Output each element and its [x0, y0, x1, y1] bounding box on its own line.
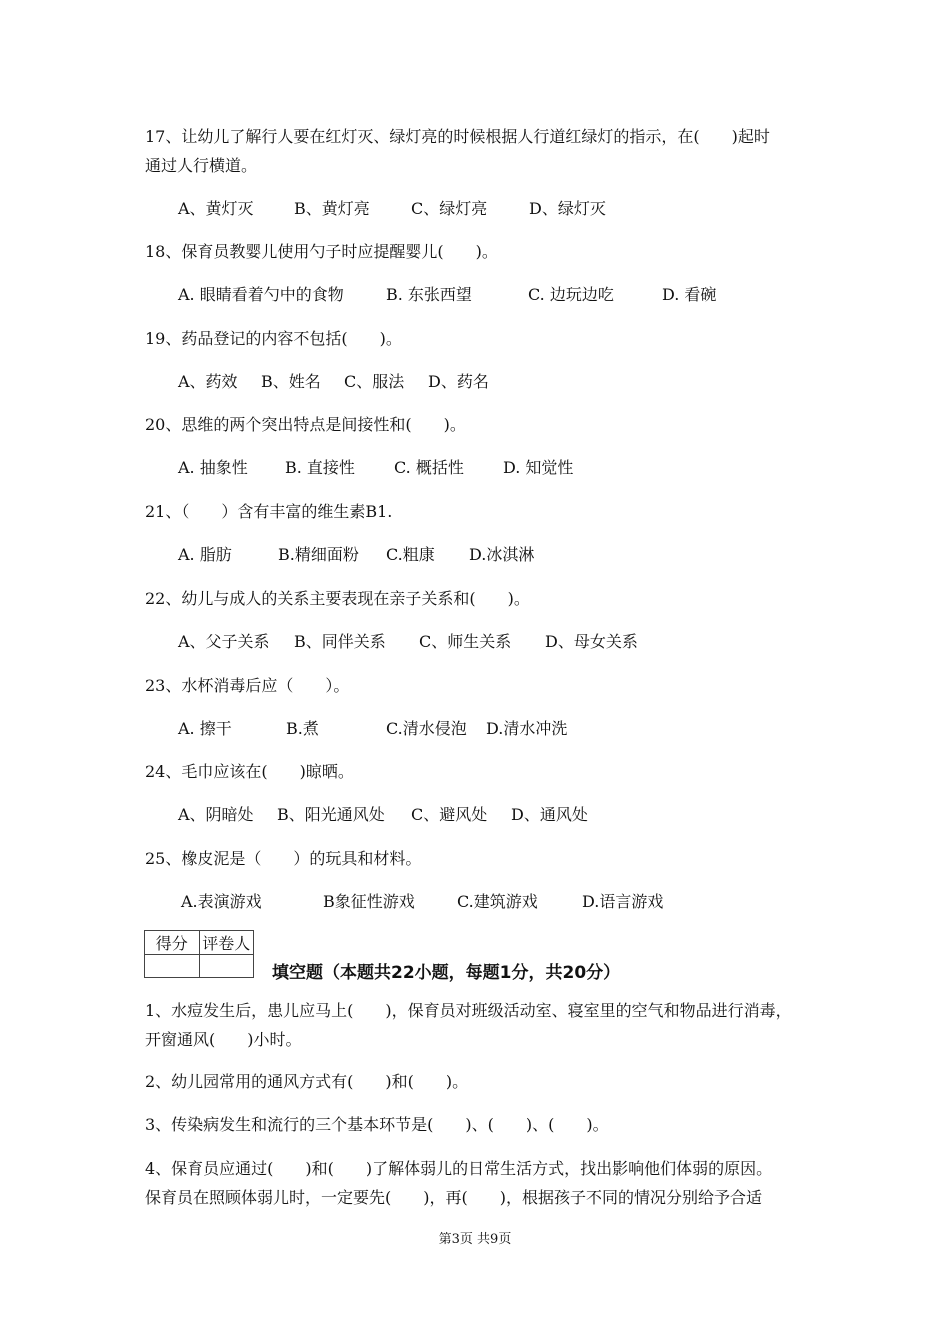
option-b: B、姓名: [261, 372, 321, 391]
option-b: B、同伴关系: [294, 632, 386, 651]
grader-cell: [199, 955, 254, 978]
option-a: A、父子关系: [178, 632, 270, 651]
fill-1-line-2: 开窗通风( )小时。: [145, 1030, 302, 1049]
option-b: B. 东张西望: [386, 285, 472, 304]
fill-2: 2、幼儿园常用的通风方式有( )和( )。: [145, 1072, 469, 1091]
fill-4-line-1: 4、保育员应通过( )和( )了解体弱儿的日常生活方式，找出影响他们体弱的原因。: [145, 1159, 773, 1178]
fill-1-line-1: 1、水痘发生后，患儿应马上( )，保育员对班级活动室、寝室里的空气和物品进行消毒，: [145, 1001, 792, 1020]
option-a: A.表演游戏: [181, 892, 262, 911]
option-b: B象征性游戏: [323, 892, 415, 911]
question-23: 23、水杯消毒后应（ ）。: [145, 676, 350, 695]
option-d: D.冰淇淋: [469, 545, 535, 564]
question-20: 20、思维的两个突出特点是间接性和( )。: [145, 415, 466, 434]
question-18: 18、保育员教婴儿使用勺子时应提醒婴儿( )。: [145, 242, 498, 261]
option-c: C、服法: [344, 372, 405, 391]
option-b: B.煮: [286, 719, 319, 738]
option-a: A、黄灯灭: [178, 199, 254, 218]
option-b: B.精细面粉: [278, 545, 359, 564]
option-c: C.清水侵泡: [386, 719, 467, 738]
option-d: D、母女关系: [545, 632, 638, 651]
question-21: 21、（ ）含有丰富的维生素B1.: [145, 502, 393, 521]
score-box: [144, 930, 254, 978]
grader-label: 评卷人: [199, 931, 254, 955]
option-c: C、避风处: [411, 805, 488, 824]
option-a: A、阴暗处: [178, 805, 254, 824]
question-17-line-1: 17、让幼儿了解行人要在红灯灭、绿灯亮的时候根据人行道红绿灯的指示，在( )起时: [145, 127, 770, 146]
option-b: B、黄灯亮: [294, 199, 370, 218]
option-a: A、药效: [178, 372, 238, 391]
option-c: C.建筑游戏: [457, 892, 538, 911]
option-c: C. 概括性: [394, 458, 464, 477]
option-a: A. 擦干: [178, 719, 232, 738]
score-label: 得分: [145, 931, 200, 955]
option-d: D.语言游戏: [582, 892, 664, 911]
question-25: 25、橡皮泥是（ ）的玩具和材料。: [145, 849, 422, 868]
option-d: D.清水冲洗: [486, 719, 568, 738]
option-b: B. 直接性: [285, 458, 355, 477]
option-c: C、绿灯亮: [411, 199, 488, 218]
option-a: A. 眼睛看着勺中的食物: [178, 285, 344, 304]
fill-3: 3、传染病发生和流行的三个基本环节是( )、( )、( )。: [145, 1115, 609, 1134]
question-24: 24、毛巾应该在( )晾晒。: [145, 762, 354, 781]
fill-4-line-2: 保育员在照顾体弱儿时，一定要先( )，再( )，根据孩子不同的情况分别给予合适: [145, 1188, 762, 1207]
option-d: D、通风处: [511, 805, 588, 824]
option-d: D. 知觉性: [503, 458, 574, 477]
option-a: A. 抽象性: [178, 458, 248, 477]
option-d: D、药名: [428, 372, 489, 391]
question-17-line-2: 通过人行横道。: [145, 156, 258, 175]
page-footer: 第3页 共9页: [438, 1232, 512, 1247]
option-c: C. 边玩边吃: [528, 285, 614, 304]
option-a: A. 脂肪: [178, 545, 232, 564]
option-d: D、绿灯灭: [529, 199, 606, 218]
score-cell: [145, 955, 200, 978]
option-c: C、师生关系: [419, 632, 512, 651]
question-19: 19、药品登记的内容不包括( )。: [145, 329, 402, 348]
option-b: B、阳光通风处: [277, 805, 385, 824]
option-d: D. 看碗: [662, 285, 717, 304]
section-title: 填空题（本题共22小题，每题1分，共20分）: [272, 963, 621, 983]
question-22: 22、幼儿与成人的关系主要表现在亲子关系和( )。: [145, 589, 530, 608]
option-c: C.粗康: [386, 545, 435, 564]
